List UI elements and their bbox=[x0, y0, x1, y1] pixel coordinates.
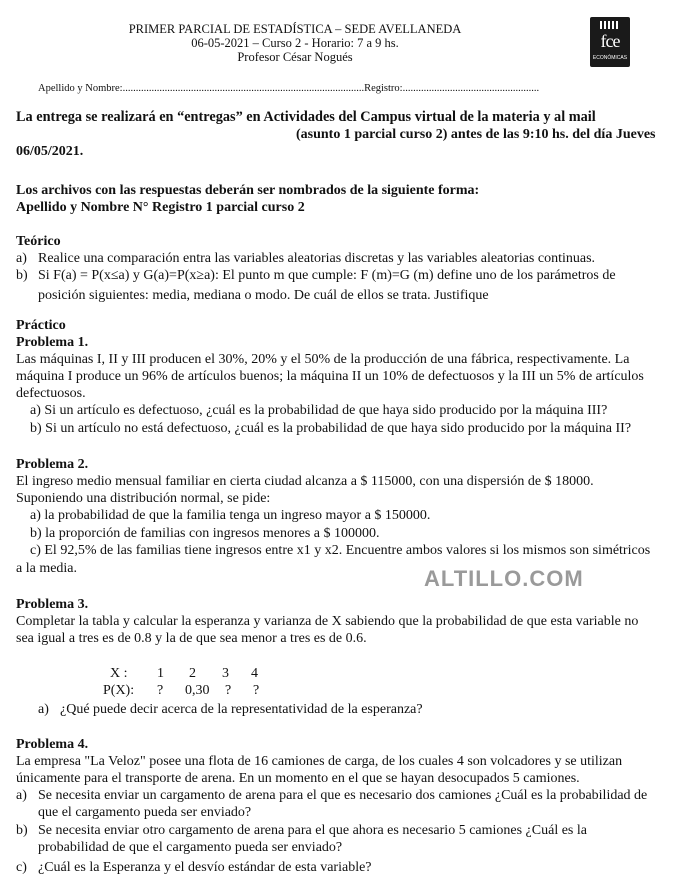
problem-3-line-2: sea igual a tres es de 0.8 y la de que sea menor a tres es de 0.6. bbox=[16, 631, 367, 646]
problem-4-question-b-1: Se necesita enviar otro cargamento de arena para el que ahora es necesario 5 camiones ¿Cuál es la bbox=[38, 823, 587, 838]
problem-1-title: Problema 1. bbox=[16, 335, 89, 350]
probability-table bbox=[0, 665, 700, 705]
delivery-line-3: 06/05/2021. bbox=[16, 144, 84, 159]
table-p-value: ? bbox=[225, 683, 232, 698]
logo-subtext: ECONÓMICAS bbox=[592, 55, 628, 61]
teorico-a-text: Realice una comparación entra las variables aleatorias discretas y las variables aleatorias continuas. bbox=[38, 251, 596, 266]
delivery-line-2: (asunto 1 parcial curso 2) antes de las 9:10 hs. del día Jueves bbox=[296, 127, 656, 142]
problem-4-question-a-1: Se necesita enviar un cargamento de arena para el que es necesario dos camiones ¿Cuál es la probabilidad de bbox=[38, 788, 648, 803]
problem-2-question-a: a) la probabilidad de que la familia tenga un ingreso mayor a $ 150000. bbox=[30, 508, 431, 523]
practico-heading: Práctico bbox=[16, 318, 66, 333]
problem-4-question-b-2: probabilidad de que el cargamento pueda ser enviado? bbox=[38, 840, 343, 855]
table-x-value: 1 bbox=[157, 666, 164, 681]
problem-2-question-b: b) la proporción de familias con ingresos menores a $ 100000. bbox=[30, 526, 380, 541]
problem-1-line-1: Las máquinas I, II y III producen el 30%, 20% y el 50% de la producción de una fábrica, respectivamente. La bbox=[16, 352, 630, 367]
professor-name: Profesor César Nogués bbox=[237, 50, 353, 64]
problem-2-question-c-1: c) El 92,5% de las familias tiene ingresos entre x1 y x2. Encuentre ambos valores si los mismos son simétricos bbox=[30, 543, 651, 558]
naming-line-2: Apellido y Nombre N° Registro 1 parcial curso 2 bbox=[16, 200, 305, 215]
problem-2-line-1: El ingreso medio mensual familiar en cierta ciudad alcanza a $ 115000, con una dispersión de $ 18000. bbox=[16, 474, 594, 489]
problem-2-title: Problema 2. bbox=[16, 457, 89, 472]
problem-3-title: Problema 3. bbox=[16, 597, 89, 612]
problem-3-a-label: a) bbox=[38, 702, 49, 717]
problem-3-question-a: ¿Qué puede decir acerca de la representatividad de la esperanza? bbox=[60, 702, 423, 717]
exam-title: PRIMER PARCIAL DE ESTADÍSTICA – SEDE AVELLANEDA bbox=[128, 22, 462, 36]
problem-4-line-1: La empresa "La Veloz" posee una flota de 16 camiones de carga, de los cuales 4 son volcadores y se utilizan bbox=[16, 754, 623, 769]
exam-date-line: 06-05-2021 – Curso 2 - Horario: 7 a 9 hs. bbox=[191, 36, 399, 50]
naming-line-1: Los archivos con las respuestas deberán ser nombrados de la siguiente forma: bbox=[16, 183, 480, 198]
table-px-label: P(X): bbox=[103, 683, 135, 698]
problem-4-b-label: b) bbox=[16, 823, 28, 838]
problem-4-line-2: únicamente para el transporte de arena. En un momento en el que se hayan desocupados 5 camiones. bbox=[16, 771, 580, 786]
teorico-a-label: a) bbox=[16, 251, 27, 266]
name-registry-line: Apellido y Nombre:............................................................................................Registro:.................................................... bbox=[38, 83, 540, 94]
table-p-value: ? bbox=[253, 683, 260, 698]
teorico-b-text-1: Si F(a) = P(x≤a) y G(a)=P(x≥a): El punto m que cumple: F (m)=G (m) define uno de los parámetros de bbox=[38, 268, 616, 283]
table-x-value: 3 bbox=[222, 666, 229, 681]
problem-1-line-2: máquina I produce un 96% de artículos buenos; la máquina II un 10% de defectuosos y la III un 5% de artículos bbox=[16, 369, 644, 384]
table-x-value: 2 bbox=[189, 666, 196, 681]
problem-4-question-a-2: que el cargamento pueda ser enviado? bbox=[38, 805, 252, 820]
altillo-watermark: ALTILLO.COM bbox=[424, 566, 584, 591]
table-x-value: 4 bbox=[251, 666, 258, 681]
table-p-value: 0,30 bbox=[185, 683, 210, 698]
problem-4-title: Problema 4. bbox=[16, 737, 89, 752]
teorico-b-label: b) bbox=[16, 268, 28, 283]
fce-logo bbox=[590, 17, 630, 67]
problem-4-a-label: a) bbox=[16, 788, 27, 803]
logo-text: fce bbox=[600, 31, 620, 51]
problem-2-question-c-2: a la media. bbox=[16, 561, 78, 576]
problem-4-question-c: ¿Cuál es la Esperanza y el desvío estándar de esta variable? bbox=[38, 860, 372, 875]
table-p-value: ? bbox=[157, 683, 164, 698]
delivery-line-1: La entrega se realizará en “entregas” en Actividades del Campus virtual de la materia y al mail bbox=[16, 109, 596, 125]
teorico-b-text-2: posición siguientes: media, mediana o modo. De cuál de ellos se trata. Justifique bbox=[38, 288, 489, 303]
problem-1-question-b: b) Si un artículo no está defectuoso, ¿cuál es la probabilidad de que haya sido producido por la máquina II? bbox=[30, 421, 632, 436]
problem-1-question-a: a) Si un artículo es defectuoso, ¿cuál es la probabilidad de que haya sido producido por la máquina III? bbox=[30, 403, 608, 418]
problem-1-line-3: defectuosos. bbox=[16, 386, 86, 401]
problem-3-line-1: Completar la tabla y calcular la esperanza y varianza de X sabiendo que la probabilidad de que esta variable no bbox=[16, 614, 639, 629]
logo-columns-icon bbox=[600, 21, 620, 29]
teorico-heading: Teórico bbox=[16, 234, 61, 249]
table-x-label: X : bbox=[110, 666, 128, 681]
problem-4-c-label: c) bbox=[16, 860, 27, 875]
problem-2-line-2: Suponiendo una distribución normal, se pide: bbox=[16, 491, 271, 506]
